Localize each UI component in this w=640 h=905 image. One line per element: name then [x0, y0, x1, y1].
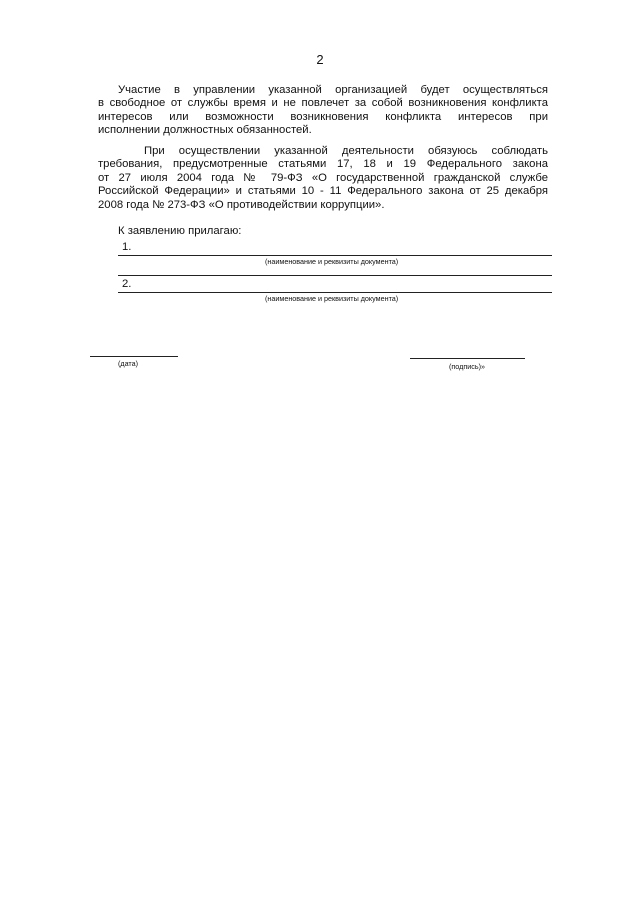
signature-caption: (подпись)» [449, 362, 485, 371]
attachment-1-extra-line [118, 275, 552, 276]
signature-line [410, 358, 525, 359]
attachment-2-caption: (наименование и реквизиты документа) [265, 294, 399, 303]
paragraph-line: Российской Федерации» и статьями 10 - 11 Федерального закона от 25 декабря [98, 185, 548, 198]
attachment-1-line [118, 255, 552, 256]
attachment-1-number: 1. [122, 241, 132, 253]
attachment-2-number: 2. [122, 278, 132, 290]
paragraph-line: от 27 июля 2004 года № 79-ФЗ «О государственной гражданской службе [98, 171, 548, 184]
paragraph-line: При осуществлении указанной деятельности обязуюсь соблюдать [144, 145, 548, 157]
paragraph-participation [98, 84, 548, 138]
attachments-title: К заявлению прилагаю: [118, 225, 242, 237]
paragraph-line: 2008 года № 273-ФЗ «О противодействии коррупции». [98, 198, 385, 211]
attachment-1-caption: (наименование и реквизиты документа) [265, 257, 399, 266]
page-number: 2 [316, 52, 324, 67]
paragraph-line: Участие в управлении указанной организацией будет осуществляться [118, 84, 548, 96]
paragraph-obligation [98, 145, 548, 212]
paragraph-line: интересов или возможности возникновения конфликта интересов при [98, 110, 548, 123]
date-caption: (дата) [118, 359, 139, 368]
paragraph-line: в свободное от службы время и не повлечет за собой возникновения конфликта [98, 97, 548, 110]
date-line [90, 356, 178, 357]
paragraph-line: требования, предусмотренные статьями 17, 18 и 19 Федерального закона [98, 158, 548, 171]
paragraph-line: исполнении должностных обязанностей. [98, 124, 312, 137]
attachment-2-line [118, 292, 552, 293]
